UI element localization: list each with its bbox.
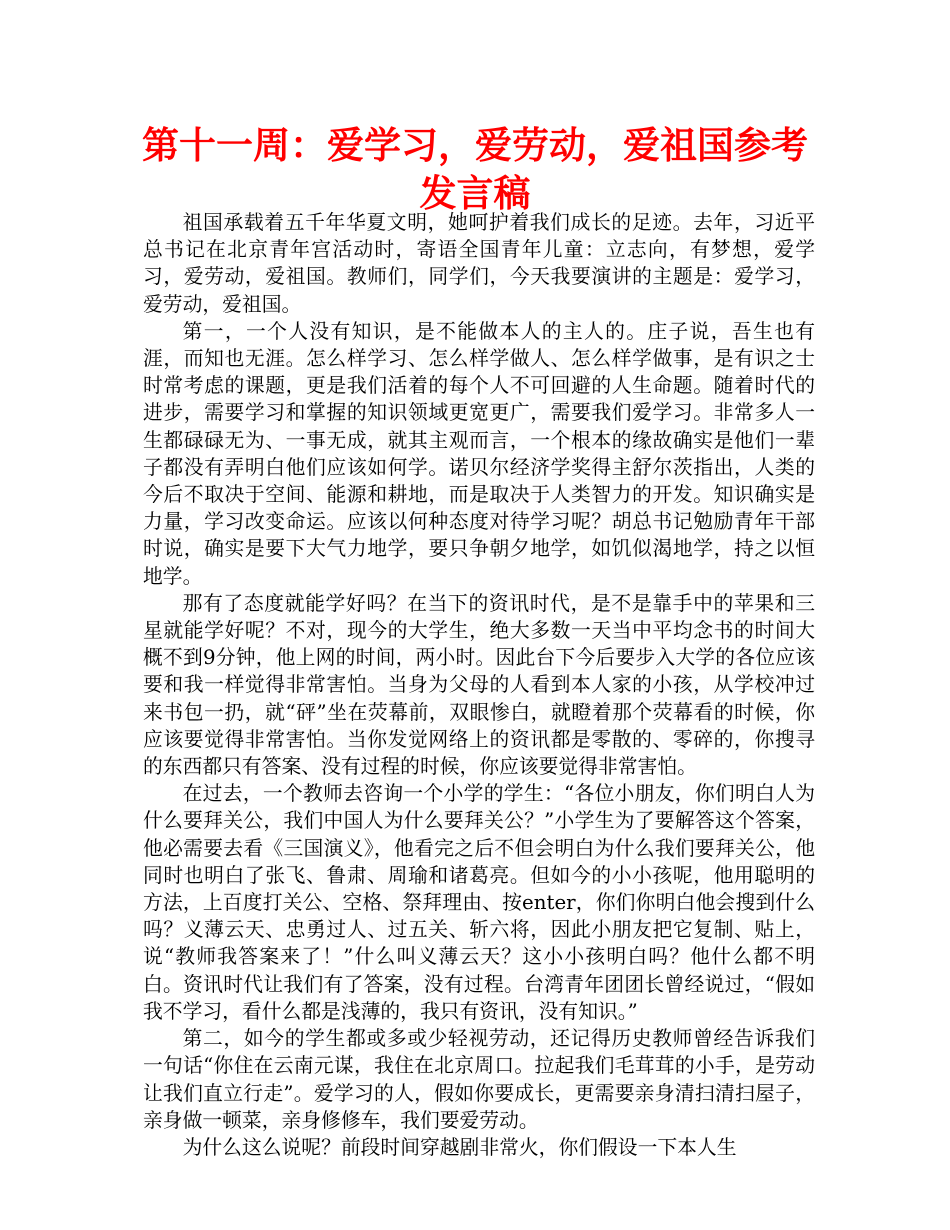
- paragraph: 第二，如今的学生都或多或少轻视劳动，还记得历史教师曾经告诉我们一句话“你住在云南元谋，我住在北京周口。拉起我们毛茸茸的小手，是劳动让我们直立行走”。爱学习的人，假如你要成长，更需要亲身清扫清扫屋子，亲身做一顿菜，亲身修修车，我们要爱劳动。: [143, 1027, 815, 1132]
- paragraph: 第一，一个人没有知识，是不能做本人的主人的。庄子说，吾生也有涯，而知也无涯。怎么样学习、怎么样学做人、怎么样学做事，是有识之士时常考虑的课题，更是我们活着的每个人不可回避的人生命题。随着时代的进步，需要学习和掌握的知识领域更宽更广，需要我们爱学习。非常多人一生都碌碌无为、一事无成，就其主观而言，一个根本的缘故确实是他们一辈子都没有弄明白他们应该如何学。诺贝尔经济学奖得主舒尔茨指出，人类的今后不取决于空间、能源和耕地，而是取决于人类智力的开发。知识确实是力量，学习改变命运。应该以何种态度对待学习呢？胡总书记勉励青年干部时说，确实是要下大气力地学，要只争朝夕地学，如饥似渴地学，持之以恒地学。: [143, 319, 815, 588]
- document-title: 第十一周：爱学习，爱劳动，爱祖国参考发言稿: [142, 124, 808, 215]
- paragraph: 那有了态度就能学好吗？在当下的资讯时代，是不是靠手中的苹果和三星就能学好呢？不对，现今的大学生，绝大多数一天当中平均念书的时间大概不到9分钟，他上网的时间，两小时。因此台下今后要步入大学的各位应该要和我一样觉得非常害怕。当身为父母的人看到本人家的小孩，从学校冲过来书包一扔，就“砰”坐在荧幕前，双眼惨白，就瞪着那个荧幕看的时候，你应该要觉得非常害怕。当你发觉网络上的资讯都是零散的、零碎的，你搜寻的东西都只有答案、没有过程的时候，你应该要觉得非常害怕。: [143, 591, 815, 779]
- paragraph: 祖国承载着五千年华夏文明，她呵护着我们成长的足迹。去年，习近平总书记在北京青年宫活动时，寄语全国青年儿童：立志向，有梦想，爱学习，爱劳动，爱祖国。教师们，同学们，今天我要演讲的主题是：爱学习，爱劳动，爱祖国。: [143, 211, 815, 316]
- paragraph: 在过去，一个教师去咨询一个小学的学生：“各位小朋友，你们明白人为什么要拜关公，我们中国人为什么要拜关公？”小学生为了要解答这个答案，他必需要去看《三国演义》，他看完之后不但会明白为什么我们要拜关公，他同时也明白了张飞、鲁肃、周瑜和诸葛亮。但如今的小小孩呢，他用聪明的方法，上百度打关公、空格、祭拜理由、按enter，你们你明白他会搜到什么吗？义薄云天、忠勇过人、过五关、斩六将，因此小朋友把它复制、贴上，说“教师我答案来了！”什么叫义薄云天？这小小孩明白吗？他什么都不明白。资讯时代让我们有了答案，没有过程。台湾青年团团长曾经说过，“假如我不学习，看什么都是浅薄的，我只有资讯，没有知识。”: [143, 782, 815, 1023]
- document-body: [143, 209, 815, 1161]
- paragraph: 为什么这么说呢？前段时间穿越剧非常火，你们假设一下本人生: [182, 1135, 737, 1159]
